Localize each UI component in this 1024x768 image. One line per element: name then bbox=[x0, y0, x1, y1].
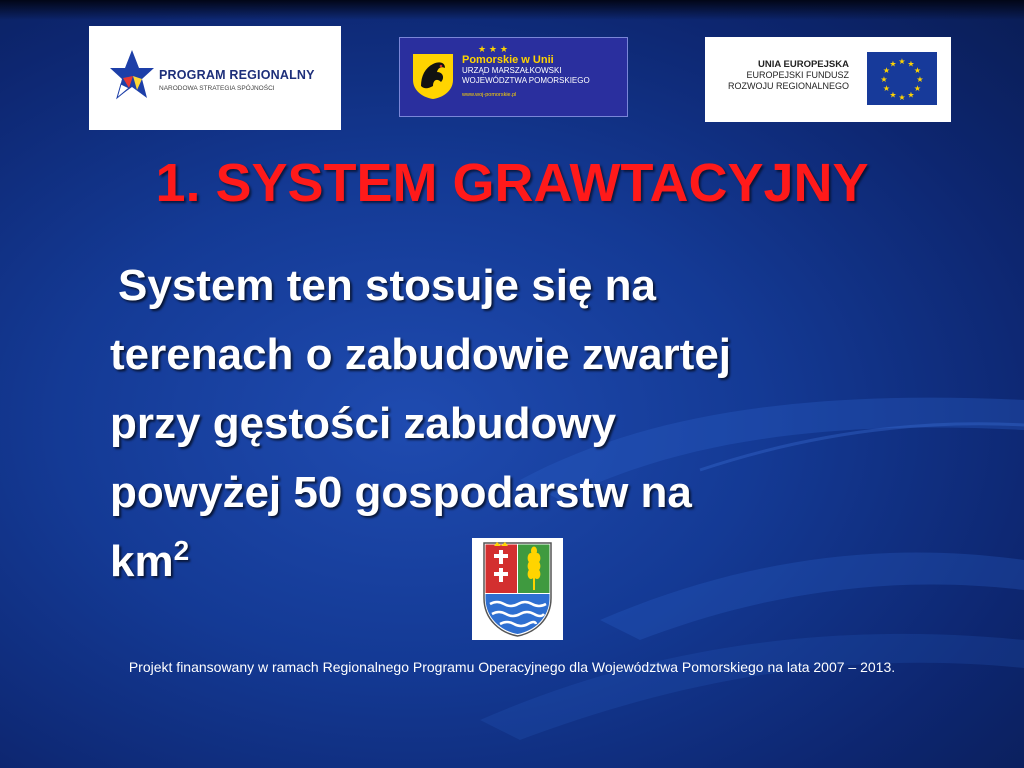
eu-flag-icon bbox=[867, 52, 937, 105]
svg-text:★: ★ bbox=[889, 59, 897, 69]
svg-text:★: ★ bbox=[913, 66, 922, 75]
pomorskie-line1: URZĄD MARSZAŁKOWSKI bbox=[462, 66, 562, 75]
svg-text:★: ★ bbox=[898, 57, 906, 66]
pomorskie-w-unii-logo bbox=[399, 37, 628, 117]
svg-text:★: ★ bbox=[882, 84, 891, 93]
pomorskie-title: Pomorskie w Unii bbox=[462, 54, 554, 66]
body-line-2: terenach o zabudowie zwartej bbox=[110, 330, 732, 379]
program-regionalny-title: PROGRAM REGIONALNY bbox=[159, 68, 315, 82]
unit-base: km bbox=[110, 537, 174, 586]
svg-text:★: ★ bbox=[913, 84, 922, 93]
ue-line2: ROZWOJU REGIONALNEGO bbox=[727, 81, 849, 91]
pomorskie-line2: WOJEWÓDZTWA POMORSKIEGO bbox=[462, 76, 590, 85]
slide-title: 1. SYSTEM GRAWTACYJNY bbox=[155, 153, 869, 213]
svg-text:★: ★ bbox=[907, 90, 915, 100]
program-regionalny-logo bbox=[89, 26, 341, 130]
program-regionalny-subtitle: NARODOWA STRATEGIA SPÓJNOŚCI bbox=[159, 85, 275, 92]
coat-of-arms-image bbox=[472, 538, 563, 640]
svg-text:★: ★ bbox=[898, 93, 906, 102]
body-line-1: System ten stosuje się na bbox=[118, 261, 656, 310]
body-line-3: przy gęstości zabudowy bbox=[110, 399, 617, 448]
svg-text:★: ★ bbox=[889, 90, 897, 100]
svg-text:★: ★ bbox=[882, 66, 891, 75]
pomorskie-url: www.woj-pomorskie.pl bbox=[462, 92, 517, 98]
nss-star-icon bbox=[109, 48, 155, 104]
ue-line1: EUROPEJSKI FUNDUSZ bbox=[746, 70, 849, 80]
svg-text:★ ★ ★: ★ ★ ★ bbox=[478, 45, 508, 54]
unit-exponent: 2 bbox=[173, 535, 190, 566]
svg-text:★: ★ bbox=[907, 59, 915, 69]
svg-text:★: ★ bbox=[916, 75, 924, 84]
svg-text:★: ★ bbox=[880, 75, 888, 84]
unia-europejska-logo bbox=[705, 37, 951, 122]
ue-title: UNIA EUROPEJSKA bbox=[758, 59, 849, 70]
footer-funding-note: Projekt finansowany w ramach Regionalnego Programu Operacyjnego dla Województwa Pomorskiego na lata 2007 – 2013. bbox=[128, 659, 896, 675]
griffin-crest-icon bbox=[411, 52, 455, 100]
body-line-4: powyżej 50 gospodarstw na bbox=[110, 468, 692, 517]
